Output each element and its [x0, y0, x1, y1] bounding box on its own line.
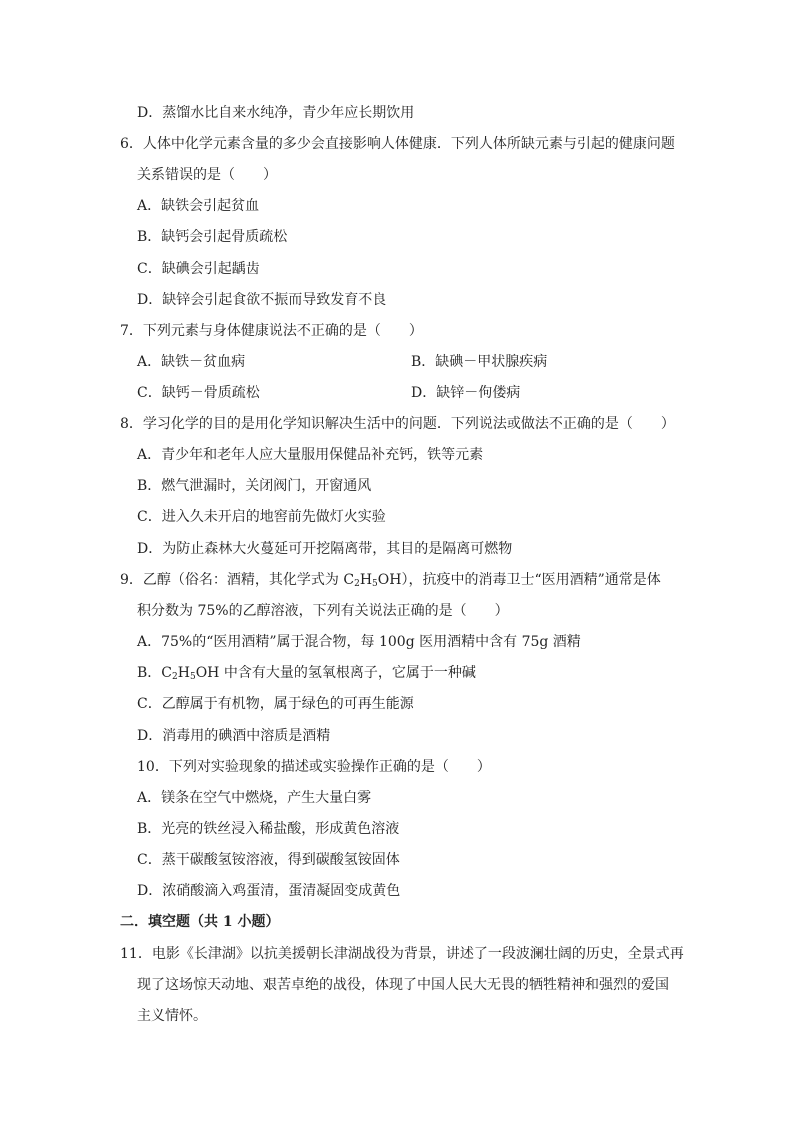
q8-option-d: D．为防止森林大火蔓延可开挖隔离带，其目的是隔离可燃物: [137, 541, 513, 557]
q9-option-b-formula-h: H: [177, 665, 190, 681]
q10-stem: 10．下列对实验现象的描述或实验操作正确的是（ ）: [137, 759, 491, 775]
q9-option-b-subscript-2: 2: [172, 672, 178, 682]
q9-option-b-subscript-5: 5: [189, 672, 196, 682]
q11-line2: 现了这场惊天动地、艰苦卓绝的战役，体现了中国人民大无畏的牺牲精神和强烈的爱国: [137, 977, 669, 993]
q7-option-c: C．缺钙－骨质疏松: [137, 385, 260, 401]
q9-option-c: C．乙醇属于有机物，属于绿色的可再生能源: [137, 696, 414, 712]
q6-stem-line1: 6．人体中化学元素含量的多少会直接影响人体健康．下列人体所缺元素与引起的健康问题: [120, 136, 675, 152]
q9-option-b-prefix: B．C: [137, 665, 172, 681]
q8-option-c: C．进入久未开启的地窖前先做灯火实验: [137, 509, 386, 525]
q9-option-b: [137, 663, 476, 683]
q6-stem-line2: 关系错误的是（ ）: [137, 167, 277, 183]
q9-stem-line1: [120, 570, 661, 590]
q8-option-b: B．燃气泄漏时，关闭阀门，开窗通风: [137, 478, 372, 494]
q8-stem: 8．学习化学的目的是用化学知识解决生活中的问题．下列说法或做法不正确的是（ ）: [120, 416, 675, 432]
q6-option-d: D．缺锌会引起食欲不振而导致发育不良: [137, 292, 387, 308]
q9-stem-line1-a: 9．乙醇（俗名：酒精，其化学式为 C: [120, 572, 355, 588]
section-title-fill-in: 二．填空题（共 1 小题）: [120, 914, 280, 930]
q11-line1: 11．电影《长津湖》以抗美援朝长津湖战役为背景，讲述了一段波澜壮阔的历史，全景式再: [120, 946, 684, 962]
q9-option-a: A．75%的“医用酒精”属于混合物，每 100g 医用酒精中含有 75g 酒精: [137, 634, 581, 650]
q11-line3: 主义情怀。: [137, 1008, 207, 1024]
q7-option-b: B．缺碘－甲状腺疾病: [411, 354, 548, 370]
q7-stem: 7．下列元素与身体健康说法不正确的是（ ）: [120, 323, 423, 339]
q10-option-c: C．蒸干碳酸氢铵溶液，得到碳酸氢铵固体: [137, 852, 400, 868]
q9-option-d: D．消毒用的碘酒中溶质是酒精: [137, 728, 331, 744]
q6-option-a: A．缺铁会引起贫血: [137, 198, 260, 214]
q9-option-b-rest: OH 中含有大量的氢氧根离子，它属于一种碱: [195, 665, 476, 681]
q9-stem-line1-b: OH），抗疫中的消毒卫士“医用酒精”通常是体: [377, 572, 661, 588]
q9-stem-line2: 积分数为 75%的乙醇溶液，下列有关说法正确的是（ ）: [137, 603, 509, 619]
q6-option-b: B．缺钙会引起骨质疏松: [137, 229, 288, 245]
q10-option-b: B．光亮的铁丝浸入稀盐酸，形成黄色溶液: [137, 821, 400, 837]
q9-formula-h: H: [359, 572, 373, 588]
q7-option-a: A．缺铁－贫血病: [137, 354, 246, 370]
q5-option-d: D．蒸馏水比自来水纯净，青少年应长期饮用: [137, 105, 415, 121]
q10-option-d: D．浓硝酸滴入鸡蛋清，蛋清凝固变成黄色: [137, 883, 401, 899]
q9-subscript-5: 5: [372, 579, 378, 589]
q7-option-d: D．缺锌－佝偻病: [411, 385, 521, 401]
q8-option-a: A．青少年和老年人应大量服用保健品补充钙，铁等元素: [137, 447, 484, 463]
q10-option-a: A．镁条在空气中燃烧，产生大量白雾: [137, 790, 372, 806]
q6-option-c: C．缺碘会引起龋齿: [137, 261, 260, 277]
q9-subscript-2: 2: [354, 579, 360, 589]
